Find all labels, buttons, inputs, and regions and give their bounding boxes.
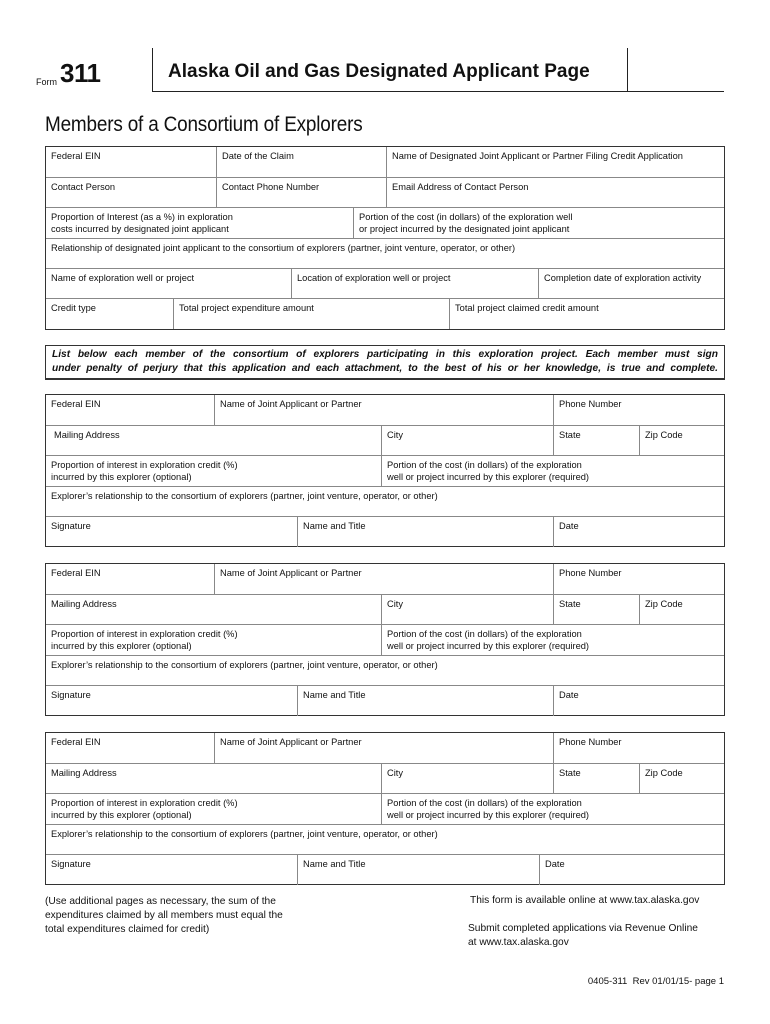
member-portion-label-1: Portion of the cost (in dollars) of the exploration (387, 798, 582, 808)
member-row-5 (46, 517, 724, 547)
additional-pages-note (45, 895, 335, 937)
member-row-5 (46, 686, 724, 716)
form-revision-id: 0405-311 Rev 01/01/15- page 1 (587, 976, 724, 987)
total-claimed-label: Total project claimed credit amount (455, 303, 599, 313)
member-date-field[interactable] (553, 686, 724, 716)
member-relationship-field[interactable] (46, 487, 724, 516)
member-zip-label: Zip Code (645, 599, 683, 609)
applicant-portion-field[interactable] (353, 208, 724, 238)
submit-instructions-line-2: at www.tax.alaska.gov (468, 937, 569, 948)
designated-applicant-block (45, 146, 725, 330)
total-expenditure-field[interactable] (173, 299, 449, 329)
total-expenditure-label: Total project expenditure amount (179, 303, 314, 313)
well-name-label: Name of exploration well or project (51, 273, 195, 283)
additional-pages-note-line-3: total expenditures claimed for credit) (45, 924, 210, 935)
member-date-field[interactable] (553, 517, 724, 547)
member-mailing-address-label: Mailing Address (51, 599, 117, 609)
member-zip-label: Zip Code (645, 768, 683, 778)
member-phone-label: Phone Number (559, 568, 622, 578)
member-proportion-label-1: Proportion of interest in exploration credit (%) (51, 798, 238, 808)
member-federal-ein-label: Federal EIN (51, 568, 101, 578)
member-relationship-field[interactable] (46, 656, 724, 685)
credit-type-label: Credit type (51, 303, 96, 313)
member-city-label: City (387, 430, 404, 440)
perjury-notice (45, 345, 725, 380)
member-federal-ein-label: Federal EIN (51, 399, 101, 409)
credit-type-field[interactable] (46, 299, 173, 329)
contact-phone-field[interactable] (216, 178, 386, 207)
form-number: 311 (60, 58, 101, 88)
completion-date-label: Completion date of exploration activity (544, 273, 702, 283)
member-phone-label: Phone Number (559, 399, 622, 409)
member-federal-ein-field[interactable] (46, 564, 214, 594)
applicant-relationship-field[interactable] (46, 239, 724, 268)
member-row-4 (46, 825, 724, 855)
member-zip-field[interactable] (639, 595, 724, 624)
completion-date-field[interactable] (538, 269, 724, 298)
member-name-label: Name of Joint Applicant or Partner (220, 399, 362, 409)
member-name-field[interactable] (214, 564, 553, 594)
member-row-1 (46, 395, 724, 426)
member-name-title-field[interactable] (297, 855, 539, 885)
applicant-row-2 (46, 178, 724, 208)
applicant-row-1 (46, 147, 724, 178)
member-row-2 (46, 764, 724, 794)
member-zip-label: Zip Code (645, 430, 683, 440)
member-mailing-address-field[interactable] (46, 764, 381, 793)
member-portion-field[interactable] (381, 456, 724, 486)
member-state-field[interactable] (553, 426, 639, 455)
member-row-5 (46, 855, 724, 885)
member-date-label: Date (559, 690, 579, 700)
member-signature-label: Signature (51, 859, 91, 869)
member-proportion-label-1: Proportion of interest in exploration credit (%) (51, 460, 238, 470)
member-proportion-label-1: Proportion of interest in exploration credit (%) (51, 629, 238, 639)
total-claimed-field[interactable] (449, 299, 724, 329)
member-proportion-field[interactable] (46, 456, 381, 486)
member-row-4 (46, 656, 724, 686)
member-date-field[interactable] (539, 855, 724, 885)
member-row-3 (46, 456, 724, 487)
member-portion-field[interactable] (381, 625, 724, 655)
federal-ein-label: Federal EIN (51, 151, 101, 161)
applicant-proportion-field[interactable] (46, 208, 353, 238)
applicant-portion-label-2: or project incurred by the designated joint applicant (359, 224, 570, 234)
member-federal-ein-field[interactable] (46, 733, 214, 763)
member-federal-ein-field[interactable] (46, 395, 214, 425)
member-block-1 (45, 394, 725, 547)
member-row-2 (46, 426, 724, 456)
member-phone-field[interactable] (553, 564, 724, 594)
member-state-label: State (559, 768, 581, 778)
perjury-notice-line-1: List below each member of the consortium of explorers participating in this exploration project. Each member must sign (52, 349, 718, 360)
submit-instructions (468, 922, 728, 950)
member-proportion-label-2: incurred by this explorer (optional) (51, 472, 192, 482)
member-relationship-label: Explorer’s relationship to the consortium of explorers (partner, joint venture, operator, or other) (51, 660, 438, 670)
member-name-label: Name of Joint Applicant or Partner (220, 568, 362, 578)
applicant-proportion-label-1: Proportion of Interest (as a %) in exploration (51, 212, 233, 222)
contact-phone-label: Contact Phone Number (222, 182, 320, 192)
member-row-4 (46, 487, 724, 517)
member-portion-label-1: Portion of the cost (in dollars) of the exploration (387, 460, 582, 470)
member-portion-field[interactable] (381, 794, 724, 824)
header-divider-right (627, 48, 628, 92)
member-name-title-label: Name and Title (303, 859, 366, 869)
member-row-2 (46, 595, 724, 625)
member-row-3 (46, 625, 724, 656)
member-city-label: City (387, 599, 404, 609)
member-name-title-label: Name and Title (303, 521, 366, 531)
member-relationship-label: Explorer’s relationship to the consortium of explorers (partner, joint venture, operator, or other) (51, 829, 438, 839)
member-city-field[interactable] (381, 764, 553, 793)
member-portion-label-1: Portion of the cost (in dollars) of the exploration (387, 629, 582, 639)
member-city-label: City (387, 768, 404, 778)
form-label: Form (36, 77, 57, 87)
header-underline (152, 91, 724, 92)
member-proportion-label-2: incurred by this explorer (optional) (51, 641, 192, 651)
member-name-title-field[interactable] (297, 686, 553, 716)
member-row-1 (46, 733, 724, 764)
member-date-label: Date (545, 859, 565, 869)
member-name-label: Name of Joint Applicant or Partner (220, 737, 362, 747)
applicant-proportion-label-2: costs incurred by designated joint applicant (51, 224, 229, 234)
member-zip-field[interactable] (639, 426, 724, 455)
online-availability-note: This form is available online at www.tax.alaska.gov (470, 895, 700, 906)
contact-person-label: Contact Person (51, 182, 116, 192)
applicant-row-3 (46, 208, 724, 239)
contact-email-label: Email Address of Contact Person (392, 182, 529, 192)
member-phone-field[interactable] (553, 395, 724, 425)
well-name-field[interactable] (46, 269, 291, 298)
member-signature-field[interactable] (46, 517, 297, 547)
member-signature-field[interactable] (46, 686, 297, 716)
member-portion-label-2: well or project incurred by this explorer (required) (387, 641, 590, 651)
member-phone-field[interactable] (553, 733, 724, 763)
page-subtitle: Members of a Consortium of Explorers (45, 112, 363, 136)
contact-email-field[interactable] (386, 178, 724, 207)
applicant-portion-label-1: Portion of the cost (in dollars) of the exploration well (359, 212, 573, 222)
member-proportion-label-2: incurred by this explorer (optional) (51, 810, 192, 820)
member-zip-field[interactable] (639, 764, 724, 793)
member-mailing-address-label: Mailing Address (54, 430, 120, 440)
perjury-notice-line-2: under penalty of perjury that this application and each attachment, to the best of his or her knowledge, is true and complete. (52, 363, 718, 374)
member-mailing-address-field[interactable] (46, 426, 381, 455)
member-signature-label: Signature (51, 521, 91, 531)
member-signature-label: Signature (51, 690, 91, 700)
member-portion-label-2: well or project incurred by this explorer (required) (387, 472, 590, 482)
page-title: Alaska Oil and Gas Designated Applicant Page (168, 61, 590, 82)
date-of-claim-field[interactable] (216, 147, 386, 177)
member-name-title-field[interactable] (297, 517, 553, 547)
federal-ein-field[interactable] (46, 147, 216, 177)
designated-applicant-name-field[interactable] (386, 147, 724, 177)
contact-person-field[interactable] (46, 178, 216, 207)
member-state-label: State (559, 430, 581, 440)
additional-pages-note-line-2: expenditures claimed by all members must equal the (45, 910, 283, 921)
member-portion-label-2: well or project incurred by this explorer (required) (387, 810, 590, 820)
well-location-label: Location of exploration well or project (297, 273, 451, 283)
member-row-1 (46, 564, 724, 595)
member-state-label: State (559, 599, 581, 609)
applicant-row-6 (46, 299, 724, 329)
member-state-field[interactable] (553, 595, 639, 624)
member-proportion-field[interactable] (46, 625, 381, 655)
member-mailing-address-label: Mailing Address (51, 768, 117, 778)
member-date-label: Date (559, 521, 579, 531)
member-name-field[interactable] (214, 733, 553, 763)
member-mailing-address-field[interactable] (46, 595, 381, 624)
member-name-title-label: Name and Title (303, 690, 366, 700)
applicant-row-5 (46, 269, 724, 299)
additional-pages-note-line-1: (Use additional pages as necessary, the sum of the (45, 896, 276, 907)
member-federal-ein-label: Federal EIN (51, 737, 101, 747)
member-phone-label: Phone Number (559, 737, 622, 747)
well-location-field[interactable] (291, 269, 538, 298)
member-name-field[interactable] (214, 395, 553, 425)
submit-instructions-line-1: Submit completed applications via Revenue Online (468, 923, 698, 934)
header-divider-left (152, 48, 153, 92)
date-of-claim-label: Date of the Claim (222, 151, 294, 161)
applicant-row-4 (46, 239, 724, 269)
designated-applicant-name-label: Name of Designated Joint Applicant or Partner Filing Credit Application (392, 151, 683, 161)
member-block-2 (45, 563, 725, 716)
member-relationship-label: Explorer’s relationship to the consortium of explorers (partner, joint venture, operator, or other) (51, 491, 438, 501)
member-relationship-field[interactable] (46, 825, 724, 854)
member-row-3 (46, 794, 724, 825)
member-city-field[interactable] (381, 595, 553, 624)
member-city-field[interactable] (381, 426, 553, 455)
member-block-3 (45, 732, 725, 885)
member-state-field[interactable] (553, 764, 639, 793)
applicant-relationship-label: Relationship of designated joint applicant to the consortium of explorers (partner, joint venture, operator, or other) (51, 243, 516, 253)
member-signature-field[interactable] (46, 855, 297, 885)
member-proportion-field[interactable] (46, 794, 381, 824)
